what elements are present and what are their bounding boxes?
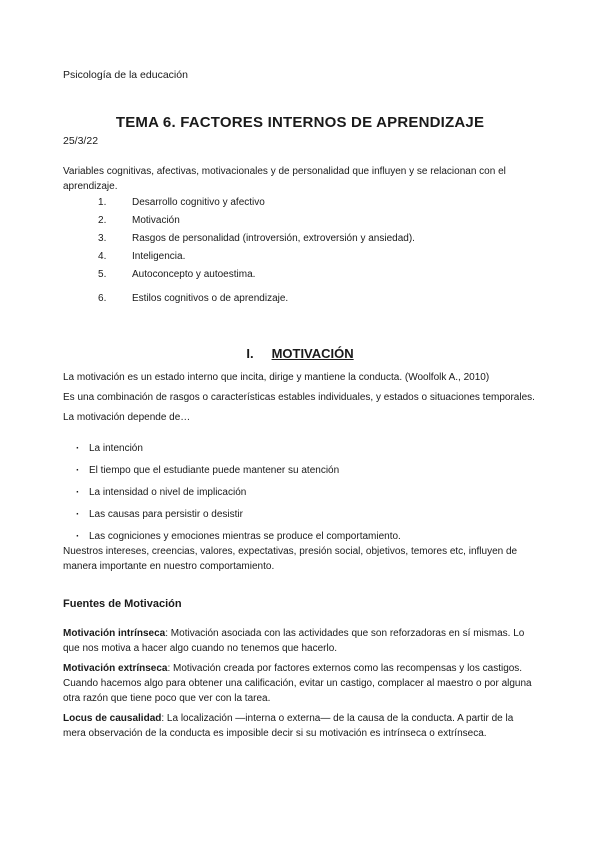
topic-item: Rasgos de personalidad (introversión, extroversión y ansiedad). — [132, 233, 415, 244]
definition-text: : La localización —interna o externa— de la causa de la conducta. A partir de la mera observación de la conducta es imposible decir si su motivación es intrínseca o extrínseca. — [63, 713, 514, 739]
bullet-item: · La intensidad o nivel de implicación — [76, 485, 537, 500]
definition-term: Motivación extrínseca — [63, 663, 168, 674]
bullet-item: · Las causas para persistir o desistir — [76, 507, 537, 522]
topic-item: Motivación — [132, 215, 180, 226]
topic-item: Inteligencia. — [132, 251, 186, 262]
topic-item: Estilos cognitivos o de aprendizaje. — [132, 293, 289, 304]
depends-on-paragraph: La motivación depende de… — [63, 412, 191, 423]
page-title: TEMA 6. FACTORES INTERNOS DE APRENDIZAJE — [115, 114, 485, 131]
topics-list — [98, 195, 537, 306]
section-heading — [63, 346, 537, 362]
intro-paragraph: Variables cognitivas, afectivas, motivacionales y de personalidad que influyen y se relacionan con el aprendizaje. — [63, 166, 506, 192]
definition-extrinsic — [63, 661, 537, 706]
sources-heading: Fuentes de Motivación — [63, 598, 182, 610]
motivation-definition-paragraph: La motivación es un estado interno que incita, dirige y mantiene la conducta. (Woolfolk A., 2010) — [63, 372, 490, 383]
bullet-item: · La intención — [76, 441, 537, 456]
traits-paragraph: Es una combinación de rasgos o características estables individuales, y estados o situaciones temporales. — [63, 392, 535, 403]
section-numeral: I. — [246, 346, 254, 361]
definition-text: : Motivación creada por factores externos como las recompensas y los castigos. Cuando hacemos algo para obtener una calificación, evitar un castigo, complacer al maestro o por alguna otra razón que tiene poco que ver con la tarea. — [63, 663, 532, 704]
motivation-factors-list — [76, 441, 537, 544]
definition-intrinsic — [63, 626, 537, 656]
definition-text: : Motivación asociada con las actividades que son reforzadoras en sí mismas. Lo que nos motiva a hacer algo cuando no tenemos que hacerlo. — [63, 628, 525, 654]
bullet-item: · El tiempo que el estudiante puede mantener su atención — [76, 463, 537, 478]
date-label: 25/3/22 — [63, 135, 99, 147]
section-title: MOTIVACIÓN — [271, 346, 354, 361]
definition-term: Locus de causalidad — [63, 713, 162, 724]
definition-term: Motivación intrínseca — [63, 628, 166, 639]
influences-paragraph: Nuestros intereses, creencias, valores, expectativas, presión social, objetivos, temores etc, influyen de manera importante en nuestro comportamiento. — [63, 546, 518, 572]
topic-item: Desarrollo cognitivo y afectivo — [132, 197, 265, 208]
bullet-item: · Las cogniciones y emociones mientras se produce el comportamiento. — [76, 529, 537, 544]
course-label: Psicología de la educación — [63, 69, 188, 81]
topic-item: Autoconcepto y autoestima. — [132, 269, 256, 280]
definition-locus — [63, 711, 537, 741]
